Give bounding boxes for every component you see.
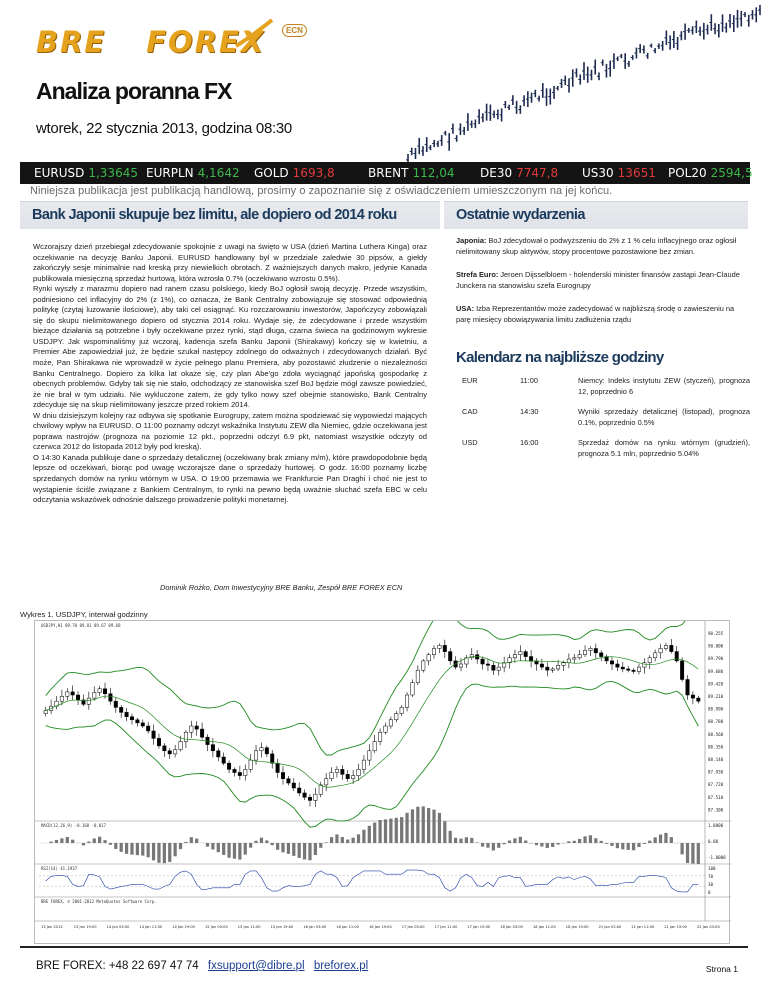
chart-candle-body — [190, 726, 193, 732]
ticker-item-eurusd: EURUSD 1,33645 — [34, 166, 138, 180]
chart-macd-tick-label: 0.00 — [708, 839, 719, 844]
calendar-currency: USD — [462, 438, 478, 447]
chart-macd-tick-label: 1.0000 — [708, 823, 724, 828]
chart-candle-body — [384, 726, 387, 732]
chart-candle-body — [270, 754, 273, 763]
chart-candle-body — [497, 667, 500, 670]
chart-candle-body — [66, 692, 69, 696]
chart-candle-body — [368, 751, 371, 760]
chart-main-label: USDJPY,H1 89.78 89.81 89.67 89.68 — [41, 623, 121, 628]
news-heading: Ostatnie wydarzenia — [456, 207, 585, 223]
chart-candle-body — [481, 659, 484, 664]
chart-candle-body — [653, 653, 656, 658]
chart-candle-body — [217, 751, 220, 757]
chart-price-label: 89.790 — [708, 656, 724, 662]
article-paragraph: O 14:30 Kanada publikuje dane o sprzedaży detalicznej (oczekiwany brak zmiany m/m), które prawdopodobnie będą lepsze od oczekiwań, biorąc pod uwagę wczorajsze dane o sprzedaży hurtowej. O godz. 16:00 poznamy liczbę sprzedanych domów na rynku wtórnym w USA. O 19:00 przemawia we Frankfurcie Pan Draghi i choć nie jest to wystąpienie ściśle związane z Bankiem Centralnym, to rynki na pewno będą uważnie słuchać szefa EBC w celu odczytania wskazówek odnośnie dalszego prowadzenie polityki monetarnej. — [33, 452, 427, 505]
ticker-item-eurpln: EURPLN 4,1642 — [146, 166, 240, 180]
chart-candle-body — [297, 788, 300, 793]
chart-date-label: 14 Jan 11:00 — [139, 925, 163, 929]
chart-candle-body — [119, 707, 122, 712]
chart-candle-body — [427, 655, 430, 661]
chart-candle-body — [260, 748, 263, 751]
chart-candle-body — [648, 658, 651, 663]
footer-phone: BRE FOREX: +48 22 697 47 74 — [36, 960, 199, 972]
page-number: Strona 1 — [705, 964, 738, 974]
chart-candle-body — [691, 695, 694, 698]
chart-rsi-line — [46, 870, 699, 892]
chart-candle-body — [173, 750, 176, 754]
chart-candle-body — [98, 689, 101, 693]
chart-candle-body — [400, 707, 403, 713]
calendar-currency: CAD — [462, 407, 478, 416]
chart-candle-body — [157, 738, 160, 745]
chart-band-lower — [46, 681, 699, 827]
chart-price-label: 89.210 — [708, 694, 724, 699]
chart-rsi-tick-label: 70 — [708, 874, 714, 879]
chart-candle-body — [141, 723, 144, 726]
chart-candle-body — [562, 663, 565, 665]
usdjpy-chart-svg — [35, 621, 731, 945]
logo-swoosh-icon — [234, 18, 274, 50]
article-author: Dominik Rożko, Dom Inwestycyjny BRE Banku, Zespół BRE FOREX ECN — [160, 583, 403, 592]
chart-candle-body — [589, 649, 592, 651]
page-title: Analiza poranna FX — [36, 78, 232, 104]
chart-price-label: 87.510 — [708, 794, 724, 800]
chart-candle-body — [60, 696, 63, 701]
chart-candle-body — [222, 757, 225, 763]
chart-candle-body — [114, 701, 117, 707]
chart-candle-body — [163, 746, 166, 751]
chart-macd-tick-label: -1.0000 — [708, 855, 726, 860]
chart-candle-body — [287, 779, 290, 783]
chart-candle-body — [556, 665, 559, 669]
report-dateline: wtorek, 22 stycznia 2013, godzina 08:30 — [36, 120, 292, 137]
chart-candle-body — [583, 650, 586, 654]
chart-candle-body — [643, 663, 646, 667]
chart-candle-body — [254, 751, 257, 760]
ticker-item-gold: GOLD 1693,8 — [254, 166, 335, 180]
chart-candle-body — [357, 769, 360, 775]
chart-candle-body — [405, 695, 408, 707]
chart-candle-body — [130, 717, 133, 720]
chart-date-label: 18 Jan 03:00 — [500, 925, 523, 929]
chart-price-label: 90.255 — [708, 631, 724, 636]
chart-band-middle — [46, 656, 699, 787]
chart-candle-body — [346, 774, 349, 778]
article-heading-bar — [20, 201, 440, 229]
news-heading-bar — [444, 201, 748, 229]
disclaimer-text: Niniejsza publikacja jest publikacją handlową, prosimy o zapoznanie się z oświadczeniem umieszczonym na jej końcu. — [30, 185, 613, 197]
calendar-currency: EUR — [462, 376, 478, 385]
header-decorative-chart — [400, 0, 768, 165]
chart-candle-body — [551, 669, 554, 670]
calendar-heading: Kalendarz na najbliższe godziny — [456, 349, 664, 366]
chart-candle-body — [664, 645, 667, 648]
chart-date-label: 14 Jan 03:00 — [106, 925, 130, 929]
chart-candle-body — [529, 657, 532, 661]
chart-date-label: 17 Jan 19:00 — [467, 925, 491, 929]
chart-candle-body — [303, 793, 306, 797]
chart-candle-body — [238, 773, 241, 776]
chart-copyright: BRE FOREX, © 2001-2012 MetaQuotes Software Corp. — [41, 899, 157, 904]
news-list — [456, 236, 746, 339]
chart-candle-body — [675, 652, 678, 661]
chart-candle-body — [292, 783, 295, 788]
chart-candle-body — [637, 667, 640, 671]
chart-candle-body — [519, 652, 522, 655]
chart-candle-body — [513, 655, 516, 658]
footer-site-link[interactable]: breforex.pl — [313, 960, 369, 972]
chart-candle-body — [265, 748, 268, 754]
chart-date-label: 15 Jan 19:00 — [270, 925, 294, 929]
usdjpy-chart — [34, 620, 730, 944]
chart-date-label: 17 Jan 03:00 — [401, 925, 425, 929]
chart-date-label: 14 Jan 19:00 — [172, 925, 195, 929]
calendar-time: 14:30 — [520, 407, 539, 416]
chart-price-label: 88.350 — [708, 744, 724, 750]
chart-candle-body — [103, 689, 106, 694]
article-paragraph: W dniu dzisiejszym kolejny raz odbywa się spotkanie Eurogrupy, zatem można spodziewać się wypowiedzi mających chwilowy wpływ na EURUSD. O 11:00 poznamy odczyt wskaźnika Instytutu ZEW dla Niemiec, gdzie oczekiwana jest poprawa nastrojów (prognoza na poziomie 12 pkt., poprzedni odczyt 6.9 pkt, natomiast wszystkie odczyty od czerwca 2012 do listopada 2012 były pod kreską). — [33, 410, 427, 452]
chart-candle-body — [670, 645, 673, 651]
footer-rule — [20, 946, 748, 948]
chart-candle-body — [443, 645, 446, 651]
chart-candle-body — [389, 720, 392, 726]
news-item: Japonia: BoJ zdecydował o podwyższeniu do 2% z 1 % celu inflacyjnego oraz ogłosił nielimitowany skup aktywów, stopy procentowe pozostawione bez zmian. — [456, 236, 737, 256]
chart-candle-body — [335, 769, 338, 772]
calendar-time: 11:00 — [520, 376, 538, 385]
chart-candle-body — [578, 655, 581, 658]
logo-word-bre: BRE — [36, 25, 107, 59]
chart-price-label: 87.300 — [708, 807, 724, 813]
chart-candle-body — [244, 769, 247, 775]
chart-candle-body — [448, 652, 451, 661]
chart-date-label: 22 Jan 03:00 — [697, 925, 720, 929]
ticker-item-pol20: POL20 2594,5 — [668, 166, 753, 180]
chart-candle-body — [125, 712, 128, 716]
chart-candle-body — [233, 769, 236, 772]
bre-forex-logo — [36, 22, 303, 62]
chart-candle-body — [330, 773, 333, 779]
chart-candle-body — [686, 680, 689, 696]
calendar-event: Wyniki sprzedaży detalicznej (listopad), prognoza 0.1%, poprzednio 0.5% — [578, 407, 750, 427]
ticker-item-brent: BRENT 112,04 — [368, 166, 455, 180]
chart-candle-body — [438, 645, 441, 648]
chart-candle-body — [486, 664, 489, 665]
chart-candle-body — [378, 732, 381, 741]
chart-date-label: 17 Jan 11:00 — [434, 925, 458, 929]
chart-rsi-tick-label: 0 — [708, 890, 711, 895]
chart-candle-body — [319, 785, 322, 794]
chart-date-label: 13 Jan 2013 — [41, 925, 63, 929]
chart-price-label: 90.000 — [708, 643, 724, 649]
ticker-item-de30: DE30 7747,8 — [480, 166, 559, 180]
chart-candle-body — [422, 661, 425, 670]
chart-candle-body — [93, 693, 96, 699]
chart-candle-body — [697, 698, 700, 701]
article-heading: Bank Japonii skupuje bez limitu, ale dopiero od 2014 roku — [32, 207, 397, 223]
chart-date-label: 15 Jan 03:00 — [205, 925, 228, 929]
chart-candle-body — [621, 667, 624, 669]
chart-price-label: 89.420 — [708, 681, 724, 687]
chart-candle-body — [524, 652, 527, 657]
chart-price-label: 87.930 — [708, 769, 724, 775]
chart-candle-body — [373, 742, 376, 751]
chart-candle-body — [362, 760, 365, 769]
chart-candle-body — [680, 661, 683, 680]
article-body — [33, 242, 427, 506]
chart-candle-body — [492, 665, 495, 670]
footer-contact — [36, 960, 368, 972]
chart-candle-body — [573, 658, 576, 659]
chart-candle-body — [87, 698, 90, 704]
logo-word-forex: FOREX — [146, 25, 266, 59]
chart-candle-body — [308, 797, 311, 800]
chart-price-label: 88.560 — [708, 731, 724, 737]
chart-candle-body — [184, 732, 187, 741]
chart-candle-body — [659, 649, 662, 653]
chart-candle-body — [211, 745, 214, 751]
chart-candle-body — [546, 667, 549, 670]
chart-price-label: 89.680 — [708, 668, 724, 674]
chart-candle-body — [432, 649, 435, 655]
chart-candle-body — [71, 692, 74, 695]
figure-caption: Wykres 1. USDJPY, interwał godzinny — [20, 610, 148, 619]
chart-band-upper — [46, 621, 699, 755]
chart-rsi-tick-label: 100 — [708, 866, 716, 871]
news-item: USA: Izba Reprezentantów może zadecydować w najbliższą środę o zawieszeniu na parę miesięcy obowiązywania limitu zadłużenia rządu — [456, 304, 735, 324]
chart-candle-body — [168, 751, 171, 754]
chart-candle-body — [594, 649, 597, 653]
chart-candle-body — [314, 794, 317, 800]
chart-candle-body — [351, 776, 354, 779]
calendar-event: Niemcy: Indeks instytutu ZEW (styczeń), prognoza 12, poprzednio 6 — [578, 376, 750, 396]
article-paragraph: Rynki wyszły z marazmu dopiero nad ranem czasu polskiego, kiedy BoJ ogłosił swoją decyzję. Przede wszystkim, podniesiono cel inflacyjny do 2% (z 1%), co oznacza, że Bank Centralny zobowiązuje się stosować odpowiednią politykę (czytaj luzowanie ilościowe), aby taki cel osiągnąć. Ku rozczarowaniu inwestorów, Japończycy zobowiązali się do skupu nielimitowanego dopiero od stycznia 2014 roku. Wydaje się, że zdecydowane i przede wszystkim bieżące działania są potrzebne i były oczekiwane przez rynki, stąd długa, czarna świeca na godzinowym wykresie USDJPY. Jak wspominaliśmy już wczoraj, kadencja szefa Banku Japonii (Shirakawy) kończy się w kwietniu, a Premier Abe zapowiedział już, że będzie szukał następcy zdolnego do odważnych i zdecydowanych działań. Być może, Pan Shirakawa nie wprowadził w życie pełnego planu Premiera, aby pozostawić złudzenie o niezależności Banku Centralnego. Dopiero za kilka lat okaże się, czy plan Abe'go zdoła wyciągnąć japońską gospodarkę z obecnych problemów. Gdyby tak się nie stało, odchodzący ze stanowiska szef BoJ będzie mógł zawsze powiedzieć, że nie brał w tym udziału. Nie wykluczone zatem, że gdy tylko nowy szef obejmie stanowisko, Bank Centralny zdecyduje się na skup nielimitowany jeszcze przed rokiem 2014. — [33, 284, 427, 410]
calendar-time: 16:00 — [520, 438, 539, 447]
chart-candle-body — [599, 653, 602, 657]
chart-candle-body — [281, 773, 284, 779]
chart-candle-body — [44, 711, 47, 714]
chart-price-label: 88.990 — [708, 706, 724, 712]
chart-price-label: 87.720 — [708, 782, 724, 788]
chart-date-label: 21 Jan 03:00 — [598, 925, 622, 929]
chart-candle-body — [632, 670, 635, 671]
chart-date-label: 21 Jan 19:00 — [664, 925, 687, 929]
chart-rsi-label: RSI(14) 41.1937 — [41, 866, 78, 871]
chart-candle-body — [626, 669, 629, 670]
ticker-item-us30: US30 13651 — [582, 166, 656, 180]
chart-candle-body — [195, 726, 198, 729]
chart-candle-body — [146, 726, 149, 731]
chart-date-label: 13 Jan 19:00 — [73, 925, 97, 929]
chart-price-label: 88.140 — [708, 757, 724, 762]
chart-date-label: 16 Jan 03:00 — [303, 925, 327, 929]
article-paragraph: Wczorajszy dzień przebiegał zdecydowanie spokojnie z uwagi na święto w USA (dzień Martina Luthera Kinga) oraz oczekiwanie na decyzję Banku Japonii. EURUSD handlowany był w przedziale zaledwie 30 pipsów, a giełdy zakończyły sesje minimalnie nad kreską przy niewielkich obrotach. Z ważniejszych danych makro, jedynie Kanada publikowała miesięczną sprzedaż hurtową, która wzrosła 0.7% (oczekiwano wzrostu 0.5%). — [33, 242, 427, 283]
chart-candle-body — [109, 694, 112, 701]
chart-candle-body — [249, 760, 252, 769]
chart-date-label: 16 Jan 19:00 — [369, 925, 392, 929]
news-item: Strefa Euro: Jeroen Dijsselbloem - holenderski minister finansów zastąpi Jean-Claude Junckera na stanowisku szefa Eurogrupy — [456, 270, 740, 290]
chart-candle-body — [179, 742, 182, 750]
chart-candle-body — [395, 714, 398, 720]
chart-rsi-tick-label: 30 — [708, 882, 714, 887]
chart-candle-body — [459, 664, 462, 667]
market-ticker-bar — [20, 162, 753, 184]
chart-candle-body — [540, 664, 543, 667]
chart-candle-body — [610, 661, 613, 664]
chart-candle-body — [200, 729, 203, 737]
chart-date-label: 15 Jan 11:00 — [237, 925, 261, 929]
chart-candle-body — [341, 769, 344, 774]
chart-candle-body — [411, 683, 414, 695]
chart-date-label: 18 Jan 11:00 — [533, 925, 556, 929]
chart-candle-body — [227, 763, 230, 769]
chart-candle-body — [76, 695, 79, 700]
chart-date-label: 16 Jan 11:00 — [336, 925, 359, 929]
footer-email-link[interactable]: fxsupport@dibre.pl — [207, 960, 305, 972]
chart-price-label: 88.780 — [708, 719, 724, 725]
calendar-event: Sprzedaż domów na rynku wtórnym (grudzień), prognoza 5.1 mln, poprzednio 5.04% — [578, 438, 750, 458]
chart-candle-body — [416, 670, 419, 682]
chart-candle-body — [324, 779, 327, 785]
chart-candle-body — [616, 664, 619, 667]
chart-candle-body — [276, 763, 279, 772]
chart-candle-body — [136, 720, 139, 723]
chart-macd-label: MACD(12,26,9) -0.168 -0.017 — [41, 823, 107, 828]
chart-candle-body — [152, 731, 155, 738]
logo-ecn-badge: ECN — [282, 24, 307, 37]
chart-date-label: 21 Jan 11:00 — [631, 925, 655, 929]
chart-date-label: 18 Jan 19:00 — [565, 925, 589, 929]
